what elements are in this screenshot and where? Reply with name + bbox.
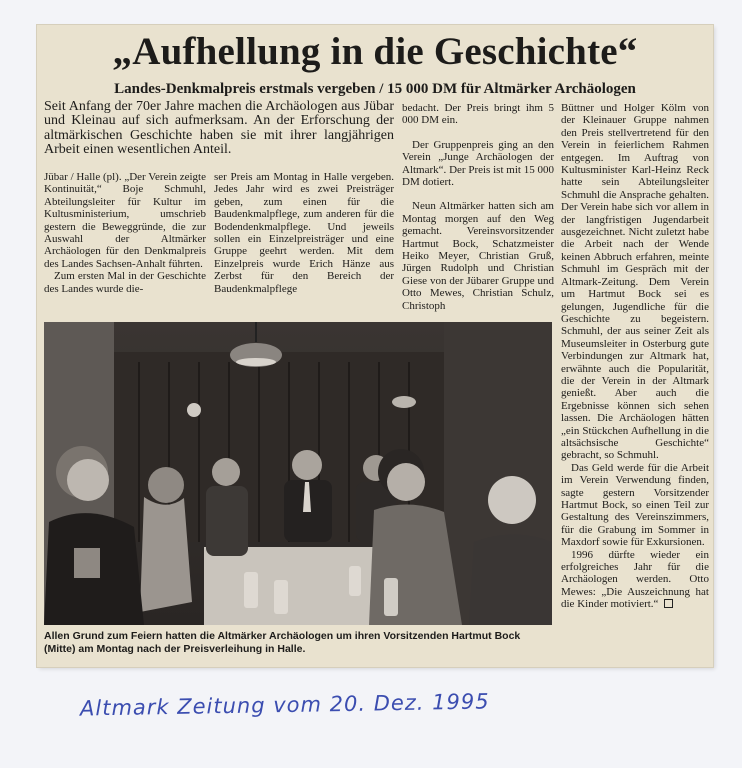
end-mark-icon [664, 599, 673, 608]
handwritten-note: Altmark Zeitung vom 20. Dez. 1995 [79, 689, 490, 721]
paragraph: Zum ersten Mal in der Geschichte des Landes wurde die- [44, 270, 206, 295]
paragraph: Das Geld werde für die Arbeit im Verein Verwendung finden, sagte gestern Vorsitzender Hartmut Bock, so einen Teil zur Gestaltung des Vereinszimmers, für die Grabung im Sommer in Maxdorf sowie für Exkursionen. [561, 461, 709, 549]
article-column-3 [402, 102, 554, 317]
headline: „Aufhellung in die Geschichte“ [112, 30, 638, 73]
newspaper-clipping [37, 25, 713, 667]
subheadline: Landes-Denkmalpreis erstmals vergeben / 15 000 DM für Altmärker Archäologen [114, 81, 636, 97]
paragraph-text: 1996 dürfte wieder ein erfolgreiches Jahr für die Archäologen werden. Otto Mewes: „Die Auszeichnung hat die Kinder motiviert.“ [561, 548, 709, 611]
paragraph: ser Preis am Montag in Halle vergeben. Jedes Jahr wird es zwei Preisträger geben, zum einen für die Baudenkmalpflege, zum anderen für die Bodendenkmalpflege. Und jeweils sollen ein Einzelpreisträger und eine Gruppe geehrt werden. Mit dem Einzelpreis wurde Erich Hänze aus Zerbst für den Bereich der Baudenkmalpflege [214, 171, 394, 295]
paragraph: Jübar / Halle (pl). „Der Verein zeigte Kontinuität,“ Boje Schmuhl, Abteilungsleiter für Kultur im Kultusministerium, umschrieb gestern die Beweggründe, die zur Auswahl der Altmärker Archäologen für den Denkmalpreis des Landes Sachsen-Anhalt führten. [44, 171, 206, 270]
paragraph: Büttner und Holger Kölm von der Kleinauer Gruppe nahmen den Preis stellvertretend für den Verein in feierlichem Rahmen entgegen. Im Auftrag von Kultusminister Karl-Heinz Reck hatte sein Abteilungsleiter Schmuhl die Ansprache gehalten. Der Verein habe sich vor allem in der langfristigen Jugendarbeit ausgezeichnet. Nicht zuletzt habe die Arbeit nach der Wende keinen Abbruch erfahren, meinte Schmuhl im Gespräch mit der Altmark-Zeitung. Dem Verein um Hartmut Bock sei es gelungen, Jugendliche für die Geschichte zu begeistern. Schmuhl, der aus seiner Zeit als Museumsleiter in Osterburg gute Verbindungen zur Altmark hat, erwähnte auch die Popularität, die der Verein in der Altmark genießt. Aber auch die Ergebnisse können sich sehen lassen. Die Archäologen hätten „ein Stückchen Aufhellung in die altsächsische Geschichte“ gebracht, so Schmuhl. [561, 102, 709, 462]
paragraph: Neun Altmärker hatten sich am Montag morgen auf den Weg gemacht. Vereinsvorsitzender Hartmut Bock, Schatzmeister Heiko Meyer, Christian Gruß, Jürgen Rudolph und Christian Giese von der Jübarer Gruppe und Otto Mewes, Christian Schulz, Christoph [402, 200, 554, 312]
paragraph: Der Gruppenpreis ging an den Verein „Junge Archäologen der Altmark“. Der Preis ist mit 15 000 DM dotiert. [402, 138, 554, 189]
lead-paragraph: Seit Anfang der 70er Jahre machen die Archäologen aus Jübar und Kleinau auf sich aufmerksam. An der Erforschung der altmärkischen Geschichte haben sie mit ihrer langjährigen Arbeit einen wesentlichen Anteil. [44, 99, 394, 157]
group-photo [44, 322, 552, 625]
paragraph: bedacht. Der Preis bringt ihm 5 000 DM ein. [402, 102, 554, 127]
paragraph [561, 549, 709, 611]
article-column-4 [561, 102, 709, 665]
article-column-2 [214, 171, 394, 317]
article-column-1 [44, 171, 206, 317]
photo-caption: Allen Grund zum Feiern hatten die Altmärker Archäologen um ihren Vorsitzenden Hartmut Bock (Mitte) am Montag nach der Preisverleihung in Halle. [44, 630, 521, 655]
photo-illustration [44, 322, 552, 625]
